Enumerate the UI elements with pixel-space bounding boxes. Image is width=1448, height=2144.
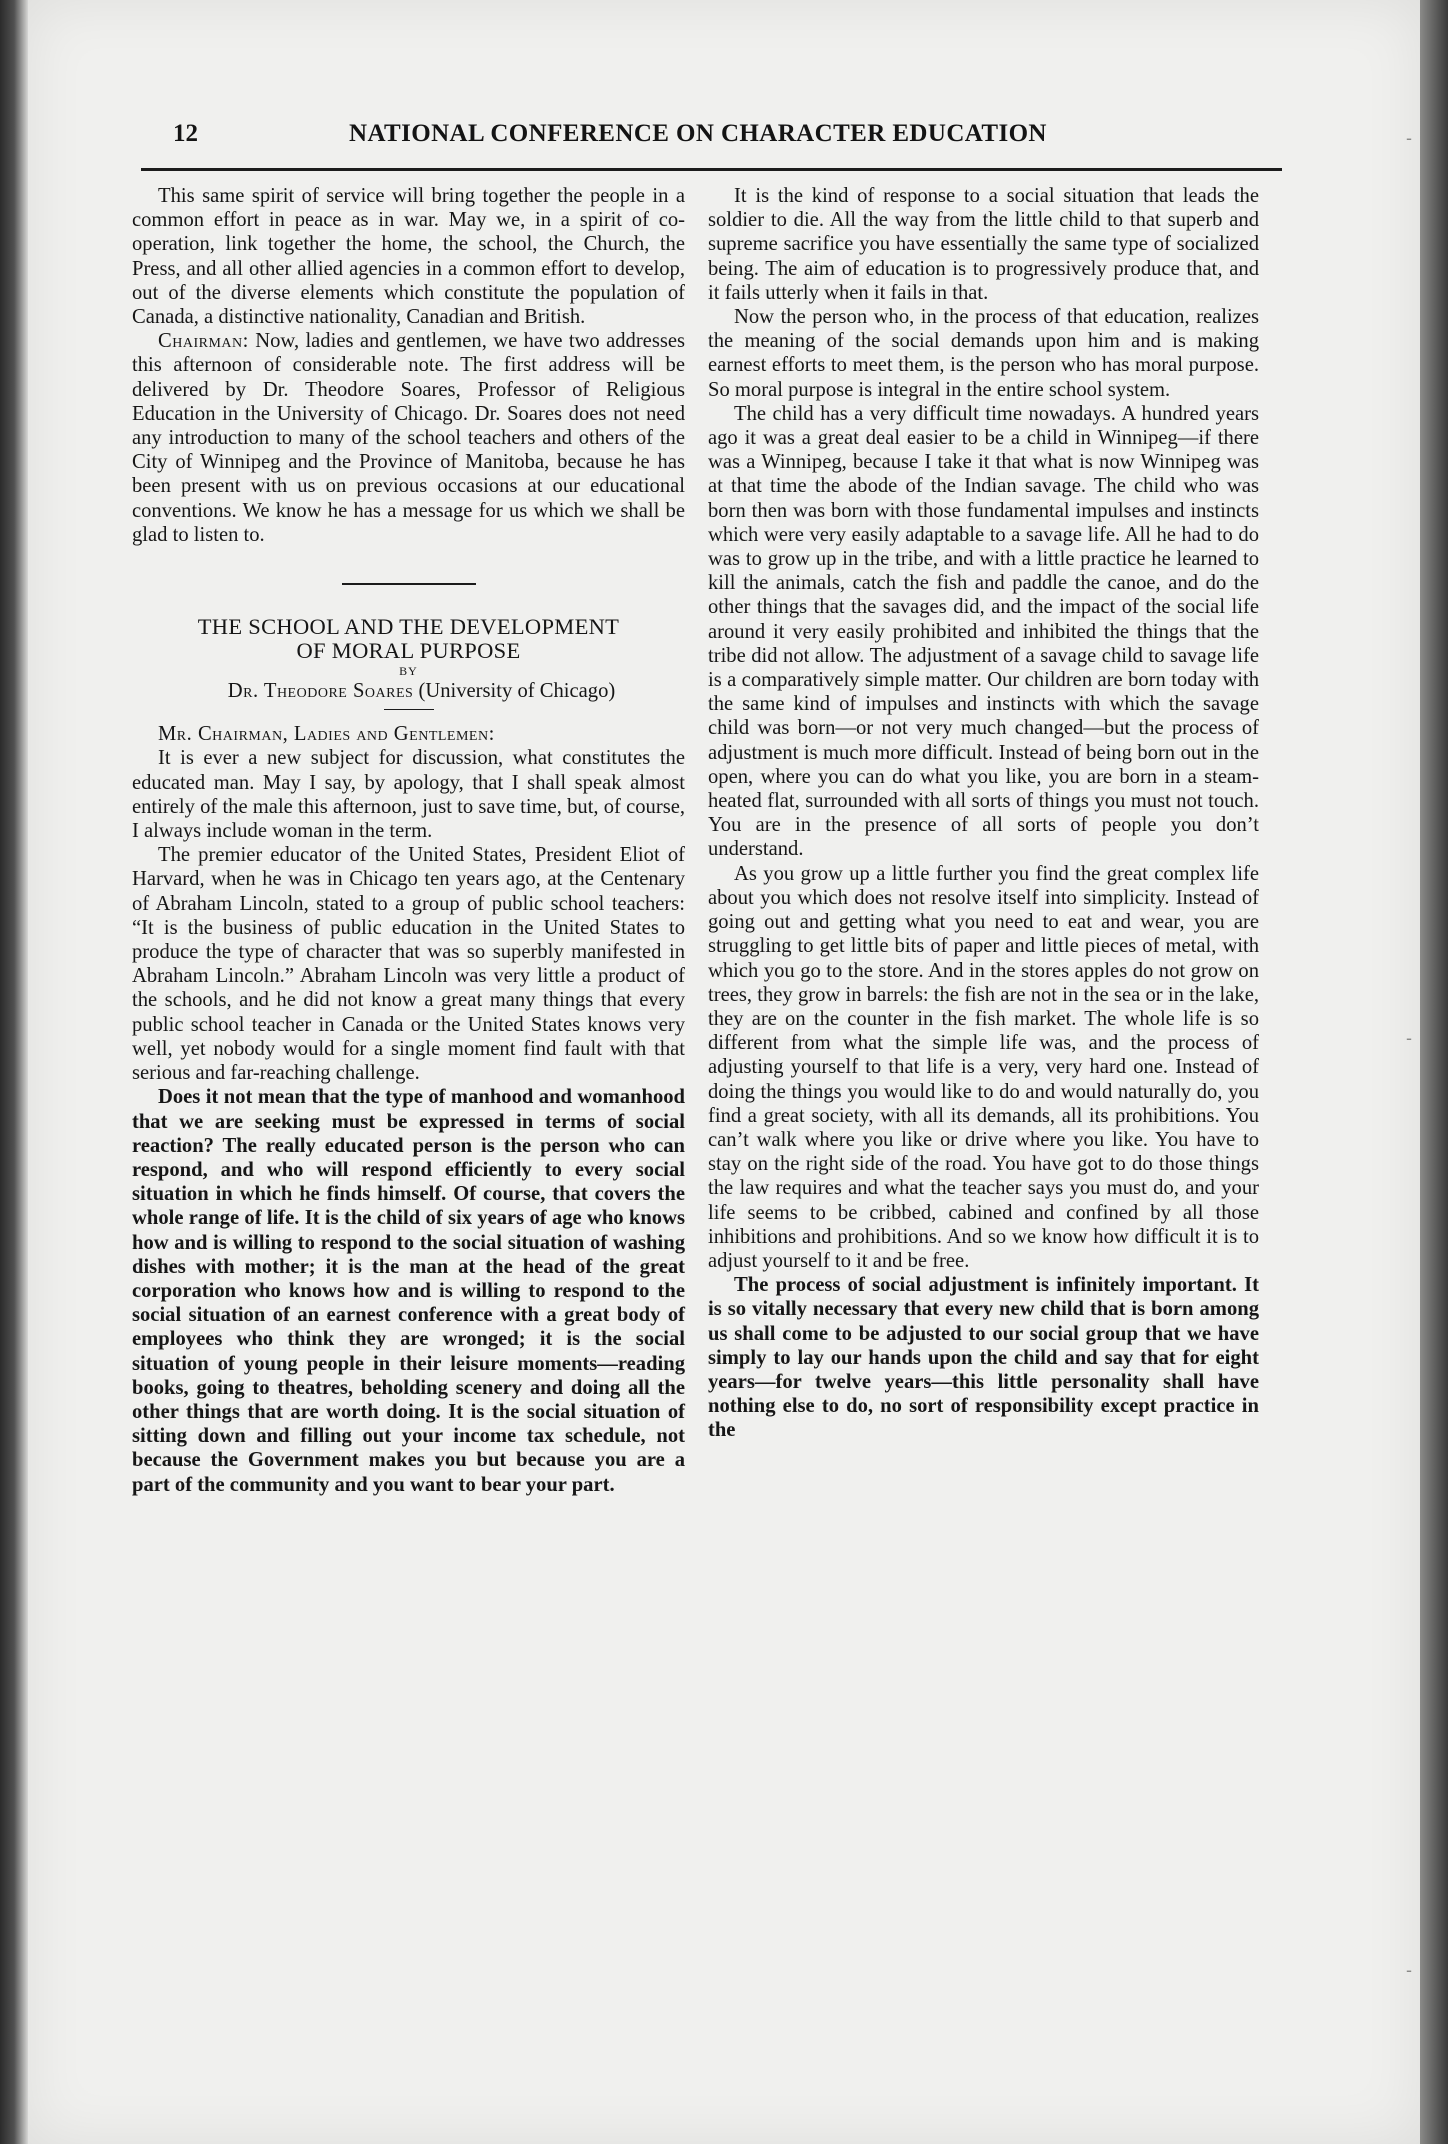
paragraph-1: It is ever a new subject for discussion, what constitutes the educated man. May I say, by apology, that I shall speak almost entirely of the male this afternoon, just to save time, but, of course, I always include woman in the term.	[132, 747, 685, 843]
section-divider	[342, 583, 476, 585]
article-title-line-1: THE SCHOOL AND THE DEVELOPMENT	[197, 614, 620, 640]
byline-by: BY	[399, 664, 418, 679]
document-page	[28, 0, 1420, 2144]
article-title-line-2: OF MORAL PURPOSE	[296, 638, 521, 664]
page-header	[141, 108, 1282, 171]
paragraph-8: The process of social adjustment is infinitely important. It is so vitally necessary that every new child that is born among us shall come to be adjusted to our social group that we have simply to lay our hands upon the child and say that for eight years—for twelve years—this little personality shall have nothing else to do, no sort of responsibility except practice in the	[708, 1274, 1259, 1442]
salutation: Mr. Chairman, Ladies and Gentlemen:	[158, 723, 495, 746]
right-column	[708, 184, 1259, 1443]
left-column	[132, 184, 685, 1497]
author-name: Dr. Theodore Soares	[227, 680, 414, 703]
margin-mark-bottom: -	[1406, 1960, 1412, 1980]
margin-mark-middle: -	[1406, 1028, 1412, 1048]
paragraph-7: As you grow up a little further you find the great complex life about you which does not resolve itself into simplicity. Instead of going out and getting what you need to eat and wear, you are struggling to get little bits of paper and little pieces of metal, with which you go to the store. And in the stores apples do not grow on trees, they grow in barrels: the fish are not in the sea or in the lake, they are on the counter in the fish market. The whole life is so different from what the simple life was, and the process of adjusting yourself to that life is a very, very hard one. Instead of doing the things you would like to do and would naturally do, you find a great society, with all its demands, all its prohibitions. You can’t walk where you like or drive where you like. You have to stay on the right side of the road. You have got to do those things the law requires and what the teacher says you must do, and your life seems to be cribbed, cabined and confined by all those inhibitions and prohibitions. And so we know how difficult it is to adjust yourself to it and be free.	[708, 862, 1259, 1272]
paragraph-opening: This same spirit of service will bring together the people in a common effort in peace as in war. May we, in a spirit of co-operation, link together the home, the school, the Church, the Press, and all other allied agencies in a common effort to develop, out of the diverse elements which constitute the population of Canada, a distinctive nationality, Canadian and British.	[132, 185, 685, 329]
chairman-text: Now, ladies and gentlemen, we have two addresses this afternoon of considerable note. The first address will be delivered by Dr. Theodore Soares, Professor of Religious Education in the University of Chicago. Dr. Soares does not need any introduction to many of the school teachers and others of the City of Winnipeg and the Province of Manitoba, because he has been present with us on previous occasions at our educational conventions. We know he has a message for us which we shall be glad to listen to.	[132, 330, 686, 546]
author-divider	[384, 709, 434, 710]
paragraph-2: The premier educator of the United States, President Eliot of Harvard, when he was in Chicago ten years ago, at the Centenary of Abraham Lincoln, stated to a group of public school teachers: “It is the business of public education in the United States to produce the type of character that was so superbly manifested in Abraham Lincoln.” Abraham Lincoln was very little a product of the schools, and he did not know a great many things that every public school teacher in Canada or the United States knows very well, yet nobody would for a single moment find fault with that serious and far-reaching challenge.	[132, 844, 685, 1085]
paragraph-6: The child has a very difficult time nowadays. A hundred years ago it was a great deal easier to be a child in Winnipeg—if there was a Winnipeg, because I take it that what is now Winnipeg was at that time the abode of the Indian savage. The child who was born then was born with those fundamental impulses and instincts which were very easily adaptable to a savage life. All he had to do was to grow up in the tribe, and with a little practice he learned to kill the animals, catch the fish and paddle the canoe, and do the other things that the savages did, and the impact of the social life around it very easily prohibited and inhibited the things that the tribe did not allow. The adjustment of a savage child to savage life is a comparatively simple matter. Our children are born today with the same kind of impulses and instincts with which the savage child was born—or not very much changed—but the process of adjustment is much more difficult. Instead of being born out in the open, where you can do what you like, you are born in a steam-heated flat, surrounded with all sorts of things you must not touch. You are in the presence of all sorts of people you don’t understand.	[708, 402, 1259, 861]
page-number: 12	[173, 120, 198, 147]
paragraph-4: It is the kind of response to a social situation that leads the soldier to die. All the way from the little child to that superb and supreme sacrifice you have essentially the same type of socialized being. The aim of education is to progressively produce that, and it fails utterly when it fails in that.	[708, 185, 1259, 304]
paragraph-3: Does it not mean that the type of manhood and womanhood that we are seeking must be expressed in terms of social reaction? The really educated person is the person who can respond, and who will respond efficiently to every social situation in which he finds himself. Of course, that covers the whole range of life. It is the child of six years of age who knows how and is willing to respond to the social situation of washing dishes with mother; it is the man at the head of the great corporation who knows how and is willing to respond to the social situation of an earnest conference with a great body of employees who think they are wronged; it is the social situation of young people in their leisure moments—reading books, going to theatres, beholding scenery and doing all the other things that are worth doing. It is the social situation of sitting down and filling out your income tax schedule, not because the Government makes you but because you are a part of the community and you want to bear your part.	[132, 1086, 685, 1496]
chairman-label: Chairman:	[158, 330, 249, 353]
running-title: NATIONAL CONFERENCE ON CHARACTER EDUCATION	[349, 120, 1047, 147]
author-line	[132, 679, 685, 703]
author-affiliation: (University of Chicago)	[418, 680, 616, 703]
margin-mark-top: -	[1406, 128, 1412, 148]
chairman-remarks	[132, 329, 685, 547]
paragraph-5: Now the person who, in the process of that education, realizes the meaning of the social demands upon him and is making earnest efforts to meet them, is the person who has moral purpose. So moral purpose is integral in the entire school system.	[708, 306, 1259, 401]
